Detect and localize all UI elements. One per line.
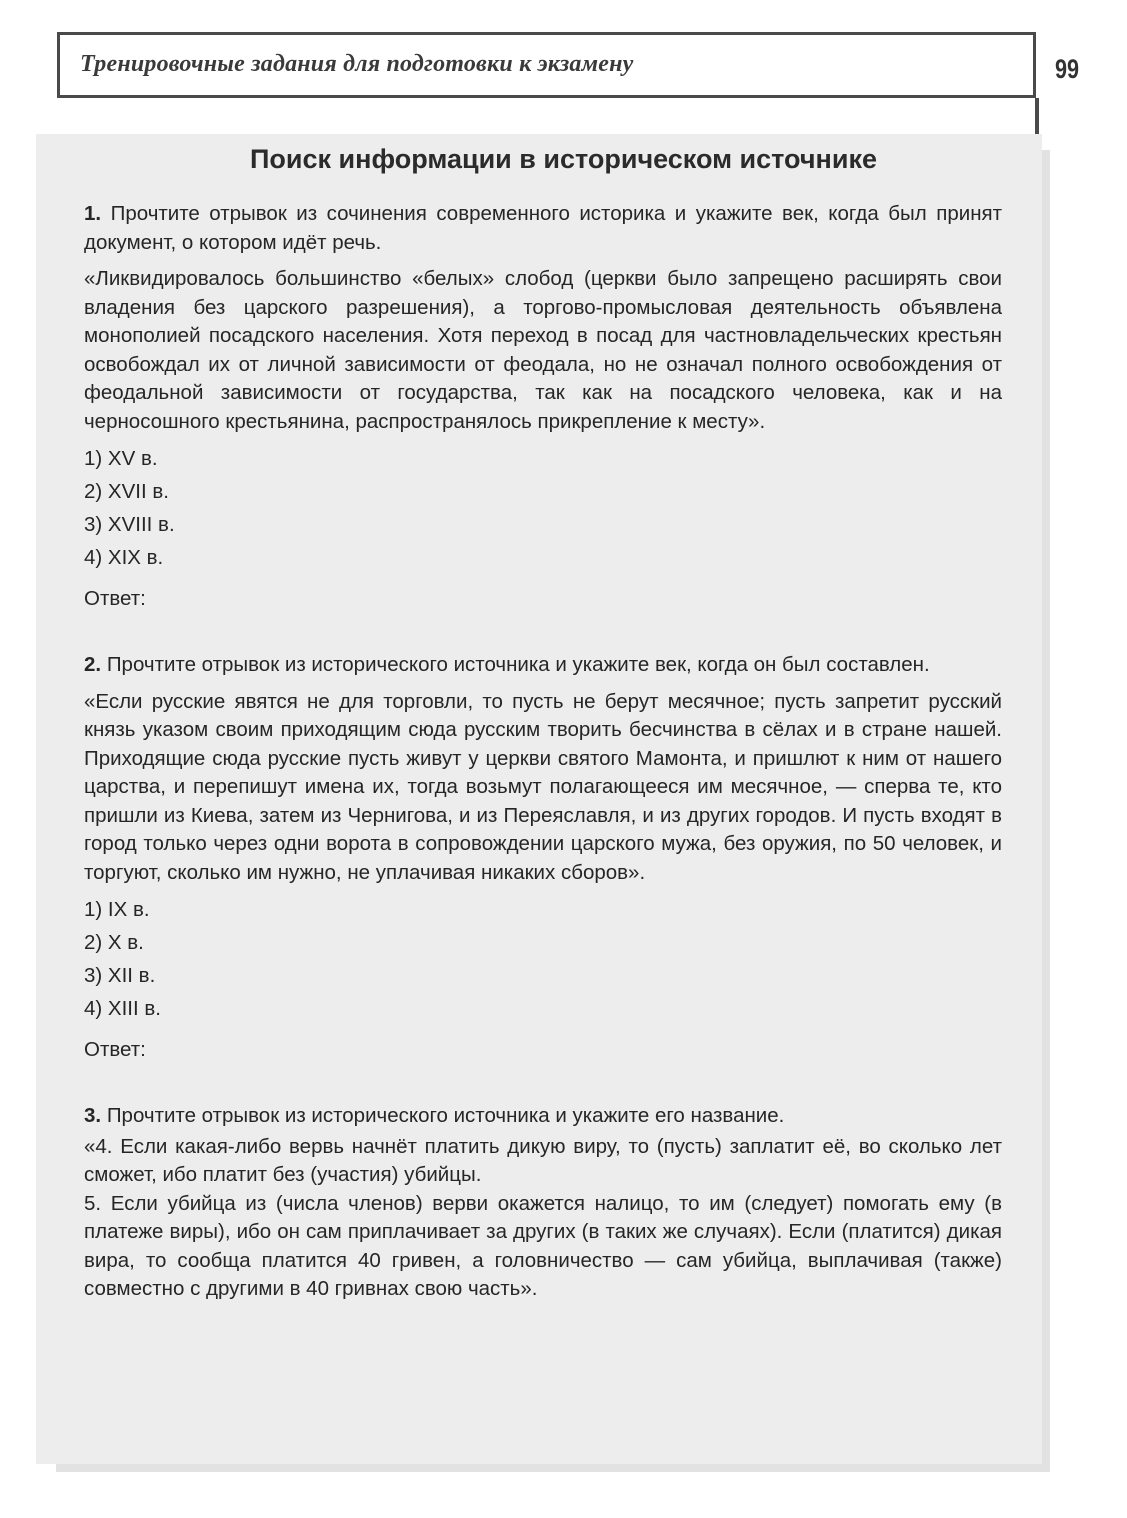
header-box (57, 32, 1036, 98)
task-2 (84, 651, 1002, 1066)
question-text: Прочтите отрывок из исторического источника и укажите век, когда он был составлен. (106, 653, 930, 676)
option-item: 1) XV в. (84, 447, 158, 470)
option-item: 2) XVII в. (84, 480, 169, 503)
panel-shadow (1042, 150, 1050, 1464)
tasks-content (84, 200, 1002, 1304)
options-list (84, 893, 1002, 1025)
option-item: 3) XII в. (84, 964, 156, 987)
section-title: Поиск информации в историческом источнике (250, 144, 877, 174)
source-quote-line: 5. Если убийца из (числа членов) верви окажется налицо, то им (следует) помогать ему (в платеже виры), ибо он сам приплачивает за других (в таких же случаях). Если (платится) дикая вира, то сообща платится 40 гривен, а головничество — сам убийца, выплачивая (также) совместно с другими в 40 гривнах свою часть». (84, 1191, 1002, 1300)
answer-label: Ответ: (84, 587, 146, 610)
source-quote: «Ликвидировалось большинство «белых» слобод (церкви было запрещено расширять свои владения без царского разрешения), а торгово-промысловая деятельность объявлена монополией посадского населения. Хотя переход в посад для частновладельческих крестьян освобождал их от личной зависимости от феодала, но не означал полного освобождения от феодальной зависимости от государства, так как на посадского человека, как и на черносошного крестьянина, распространялось прикрепление к месту». (84, 267, 1002, 433)
option-item: 2) X в. (84, 931, 144, 954)
header-connector (1035, 98, 1039, 136)
option-item: 4) XIII в. (84, 997, 161, 1020)
source-quote-line: «4. Если какая-либо вервь начнёт платить дикую виру, то (пусть) заплатит её, во сколько лет сможет, ибо платит без (участия) убийцы. (84, 1134, 1002, 1186)
question-text: Прочтите отрывок из исторического источника и укажите его название. (106, 1104, 785, 1127)
header-title: Тренировочные задания для подготовки к экзамену (80, 51, 634, 77)
option-item: 3) XVIII в. (84, 513, 175, 536)
task-question (84, 1102, 1002, 1131)
panel-shadow-bottom (56, 1464, 1050, 1472)
option-item: 4) XIX в. (84, 546, 164, 569)
source-quote: «Если русские явятся не для торговли, то пусть не берут месячное; пусть запретит русский князь указом своим приходящим сюда русским творить бесчинства в сёлах и в стране нашей. Приходящие сюда русские пусть живут у церкви святого Мамонта, и пришлют к ним от нашего царства, и перепишут имена их, тогда возьмут полагающееся им месячное, — сперва те, кто пришли из Киева, затем из Чернигова, и из Переяславля, и из других городов. И пусть входят в город только через одни ворота в сопровождении царского мужа, без оружия, по 50 человек, и торгуют, сколько им нужно, не уплачивая никаких сборов». (84, 689, 1002, 884)
task-number: 1. (84, 202, 102, 225)
task-number: 2. (84, 653, 102, 676)
question-text: Прочтите отрывок из сочинения современного историка и укажите век, когда был принят документ, о котором идёт речь. (84, 202, 1003, 254)
answer-label: Ответ: (84, 1038, 146, 1061)
page-number: 99 (1055, 54, 1080, 84)
task-number: 3. (84, 1104, 102, 1127)
task-question (84, 651, 1002, 680)
options-list (84, 442, 1002, 574)
task-3 (84, 1102, 1002, 1304)
option-item: 1) IX в. (84, 898, 150, 921)
task-question (84, 200, 1002, 257)
task-1 (84, 200, 1002, 615)
